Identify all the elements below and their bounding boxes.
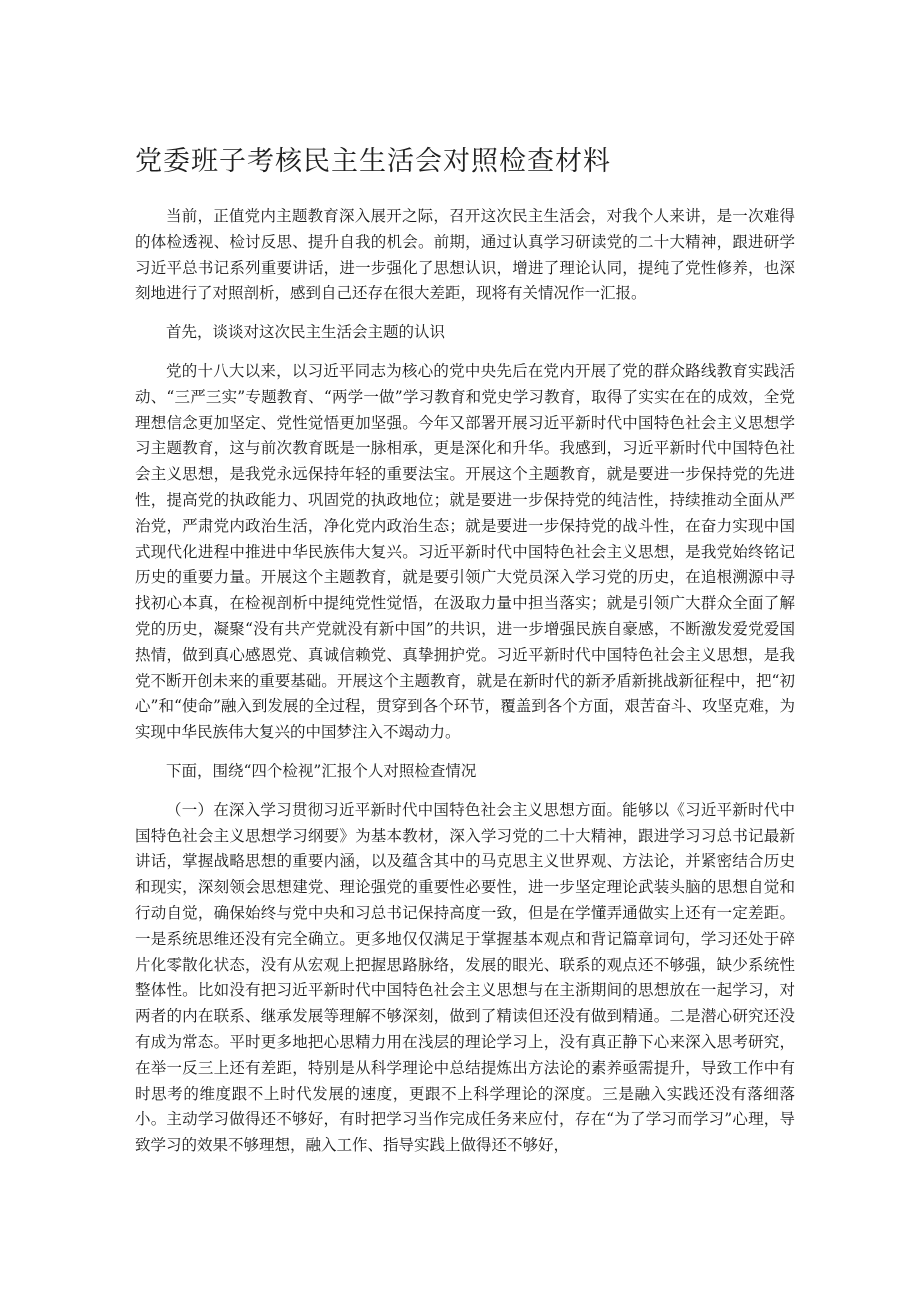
section-heading-understanding: 首先，谈谈对这次民主生活会主题的认识 (166, 323, 446, 342)
paragraph-item-one: （一）在深入学习贯彻习近平新时代中国特色社会主义思想方面。能够以《习近平新时代中国特色社会主义思想学习纲要》为基本教材，深入学习党的二十大精神，跟进学习习总书记最新讲话，掌握战略思想的重要内涵，以及蕴含其中的马克思主义世界观、方法论，并紧密结合历史和现实，深刻领会思想建党、理论强党的重要性必要性，进一步坚定理论武装头脑的思想自觉和行动自觉，确保始终与党中央和习总书记保持高度一致，但是在学懂弄通做实上还有一定差距。一是系统思维还没有完全确立。更多地仅仅满足于掌握基本观点和背记篇章词句，学习还处于碎片化零散化状态，没有从宏观上把握思路脉络，发展的眼光、联系的观点还不够强，缺少系统性整体性。比如没有把习近平新时代中国特色社会主义思想与在主浙期间的思想放在一起学习，对两者的内在联系、继承发展等理解不够深刻，做到了精读但还没有做到精通。二是潜心研究还没有成为常态。平时更多地把心思精力用在浅层的理论学习上，没有真正静下心来深入思考研究，在举一反三上还有差距，特别是从科学理论中总结提炼出方法论的素养亟需提升，导致工作中有时思考的维度跟不上时代发展的速度，更跟不上科学理论的深度。三是融入实践还没有落细落小。主动学习做得还不够好，有时把学习当作完成任务来应付，存在“为了学习而学习”心理，导致学习的效果不够理想，融入工作、指导实践上做得还不够好， (135, 800, 795, 1155)
document-title: 党委班子考核民主生活会对照检查材料 (135, 146, 611, 177)
paragraph-theme-understanding: 党的十八大以来，以习近平同志为核心的党中央先后在党内开展了党的群众路线教育实践活动、“三严三实”专题教育、“两学一做”学习教育和党史学习教育，取得了实实在在的成效，全党理想信念更加坚定、党性觉悟更加坚强。今年又部署开展习近平新时代中国特色社会主义思想学习主题教育，这与前次教育既是一脉相承，更是深化和升华。我感到，习近平新时代中国特色社会主义思想，是我党永远保持年轻的重要法宝。开展这个主题教育，就是要进一步保持党的先进性，提高党的执政能力、巩固党的执政地位；就是要进一步保持党的纯洁性，持续推动全面从严治党，严肃党内政治生活，净化党内政治生态；就是要进一步保持党的战斗性，在奋力实现中国式现代化进程中推进中华民族伟大复兴。习近平新时代中国特色社会主义思想，是我党始终铭记历史的重要力量。开展这个主题教育，就是要引领广大党员深入学习党的历史，在追根溯源中寻找初心本真，在检视剖析中提纯党性觉悟，在汲取力量中担当落实；就是引领广大群众全面了解党的历史，凝聚“没有共产党就没有新中国”的共识，进一步增强民族自豪感，不断激发爱党爱国热情，做到真心感恩党、真诚信赖党、真挚拥护党。习近平新时代中国特色社会主义思想，是我党不断开创未来的重要基础。开展这个主题教育，就是在新时代的新矛盾新挑战新征程中，把“初心”和“使命”融入到发展的全过程，贯穿到各个环节，覆盖到各个方面，艰苦奋斗、攻坚克难，为实现中华民族伟大复兴的中国梦注入不竭动力。 (135, 361, 795, 742)
section-heading-four-reviews: 下面，围绕“四个检视”汇报个人对照检查情况 (166, 761, 477, 780)
document-page (135, 140, 795, 1172)
paragraph-intro: 当前，正值党内主题教育深入展开之际，召开这次民主生活会，对我个人来讲，是一次难得的体检透视、检讨反思、提升自我的机会。前期，通过认真学习研读党的二十大精神，跟进研学习近平总书记系列重要讲话，进一步强化了思想认识，增进了理论认同，提纯了党性修养，也深刻地进行了对照剖析，感到自己还存在很大差距，现将有关情况作一汇报。 (135, 207, 795, 303)
